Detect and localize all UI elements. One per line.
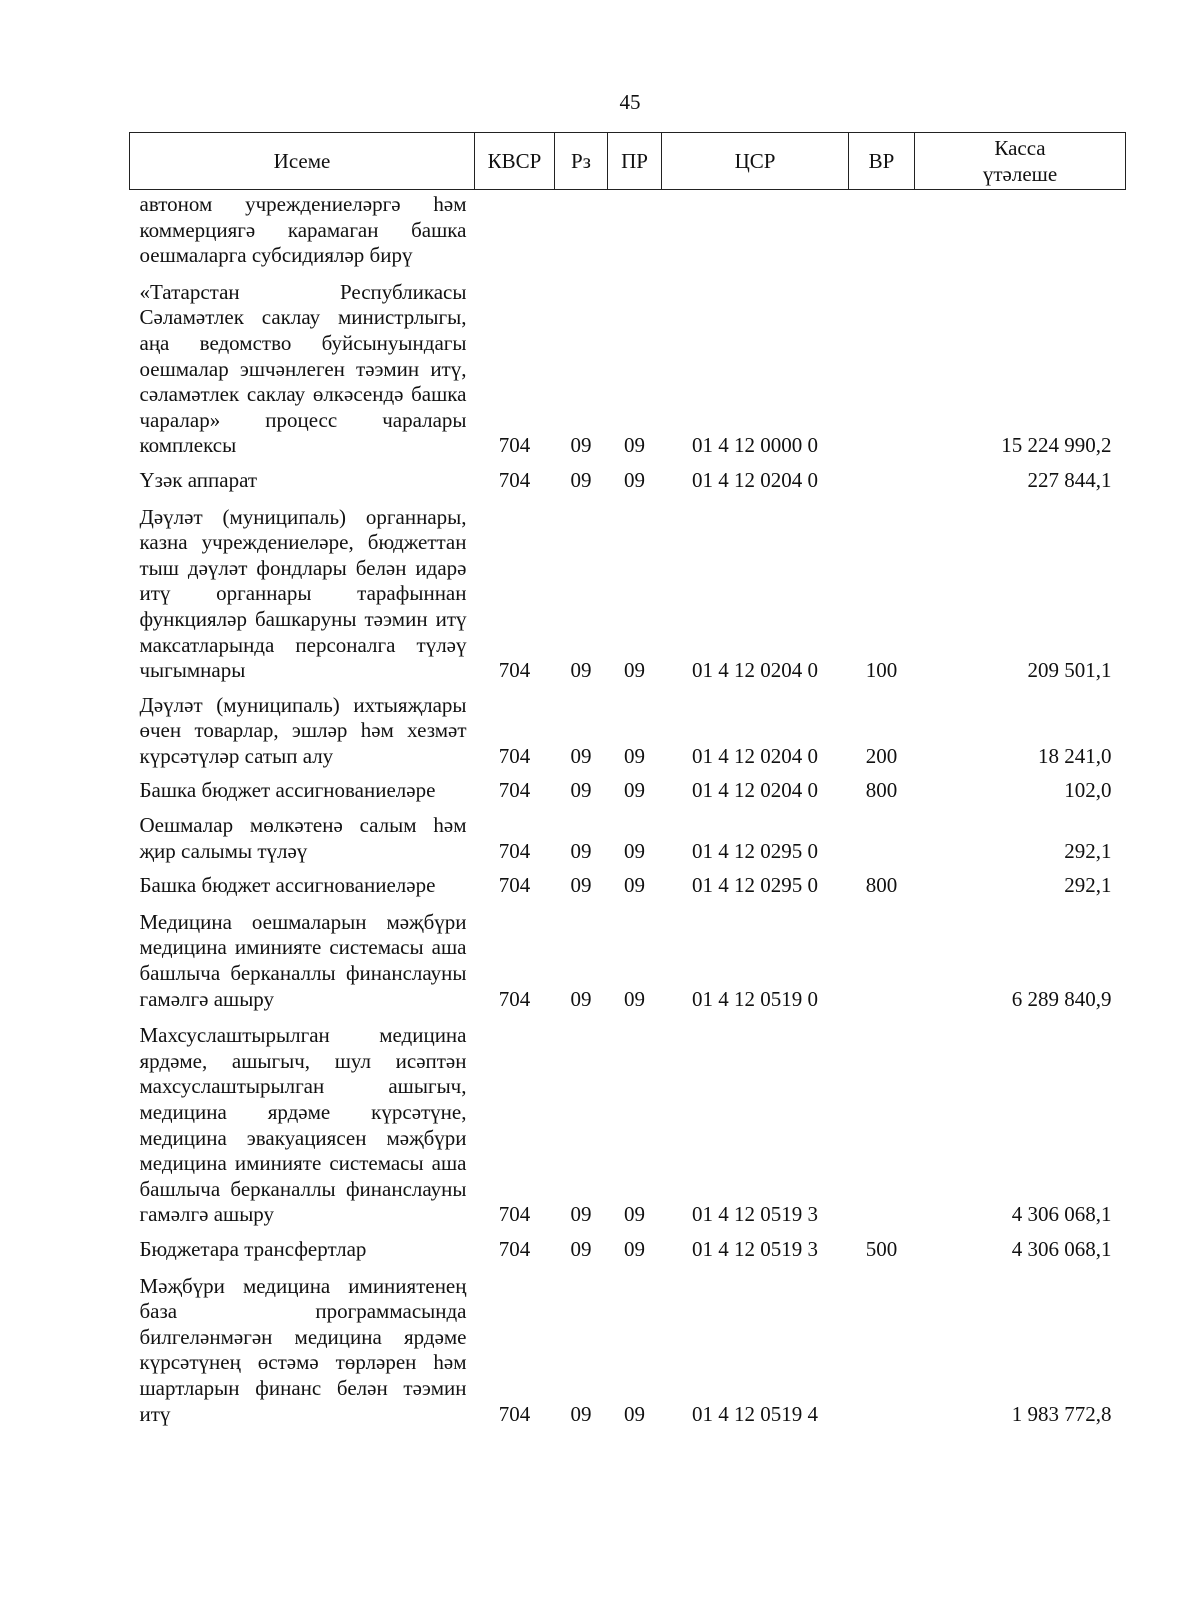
row-rz: 09 <box>570 873 592 898</box>
row-vr: 500 <box>865 1236 898 1261</box>
budget-table <box>129 132 1126 1433</box>
table-row <box>130 690 1126 776</box>
row-amount: 292,1 <box>1064 838 1112 863</box>
row-name: Башка бюджет ассигнованиеләре <box>139 778 436 803</box>
row-kvsr: 704 <box>498 1401 531 1426</box>
header-amount: Касса үтәлеше <box>915 133 1126 190</box>
row-vr <box>849 275 915 465</box>
row-csr: 01 4 12 0519 0 <box>692 986 818 1011</box>
row-csr: 01 4 12 0519 3 <box>692 1202 818 1227</box>
row-csr: 01 4 12 0204 0 <box>692 467 818 492</box>
table-row <box>130 870 1126 905</box>
row-pr: 09 <box>624 986 645 1011</box>
row-name: Мәҗбүри медицина иминиятенең база программасында билгеләнмәгән медицина ярдәме күрсәтүнең өстәмә төрләрен һәм шартларын финанс белән тәэмин итү <box>139 1273 467 1426</box>
row-amount: 1 983 772,8 <box>1011 1401 1112 1426</box>
row-name: Башка бюджет ассигнованиеләре <box>139 873 436 898</box>
header-kvsr: КВСР <box>475 133 555 190</box>
row-name: Дәүләт (муниципаль) органнары, казна учреждениеләре, бюджеттан тыш дәүләт фондлары белән идарә итү органнары тарафыннан функцияләр башкаруны тәэмин итү максатларында персоналга түләү чыгымнары <box>139 504 467 683</box>
row-rz: 09 <box>570 433 592 458</box>
row-vr <box>849 905 915 1018</box>
row-csr: 01 4 12 0519 3 <box>692 1236 818 1261</box>
row-csr: 01 4 12 0000 0 <box>692 433 818 458</box>
table-row <box>130 500 1126 690</box>
row-vr <box>849 810 915 870</box>
header-csr: ЦСР <box>662 133 849 190</box>
row-kvsr: 704 <box>498 838 531 863</box>
row-pr <box>608 190 662 275</box>
table-row <box>130 1018 1126 1234</box>
row-rz: 09 <box>570 1202 592 1227</box>
page-number: 45 <box>619 90 641 114</box>
row-rz: 09 <box>570 1401 592 1426</box>
row-amount: 4 306 068,1 <box>1011 1236 1112 1261</box>
row-csr: 01 4 12 0295 0 <box>692 873 818 898</box>
row-vr: 800 <box>865 778 898 803</box>
row-vr: 100 <box>865 658 898 683</box>
row-amount: 6 289 840,9 <box>1011 986 1112 1011</box>
row-name: Махсуслаштырылган медицина ярдәме, ашыгыч, шул исәптән махсуслаштырылган ашыгыч, медицина ярдәме күрсәтүне, медицина эвакуациясен мәҗбүри медицина иминияте системасы аша башлыча берканаллы финанслауны гамәлгә ашыру <box>139 1023 467 1227</box>
row-rz: 09 <box>570 986 592 1011</box>
row-name: Бюджетара трансфертлар <box>139 1236 367 1261</box>
row-amount: 292,1 <box>1064 873 1112 898</box>
row-kvsr: 704 <box>498 1236 531 1261</box>
row-name: Дәүләт (муниципаль) ихтыяҗлары өчен товарлар, эшләр һәм хезмәт күрсәтүләр сатып алу <box>139 692 467 768</box>
row-kvsr: 704 <box>498 986 531 1011</box>
row-kvsr: 704 <box>498 743 531 768</box>
table-row <box>130 905 1126 1018</box>
row-csr: 01 4 12 0295 0 <box>692 838 818 863</box>
row-kvsr: 704 <box>498 1202 531 1227</box>
table-row <box>130 1234 1126 1269</box>
row-pr: 09 <box>624 1236 645 1261</box>
row-kvsr: 704 <box>498 658 531 683</box>
row-pr: 09 <box>624 1202 645 1227</box>
table-row <box>130 810 1126 870</box>
row-pr: 09 <box>624 838 645 863</box>
row-pr: 09 <box>624 743 645 768</box>
table-row <box>130 190 1126 275</box>
row-name: автоном учреждениеләргә һәм коммерциягә карамаган башка оешмаларга субсидияләр бирү <box>139 192 467 268</box>
row-name: Медицина оешмаларын мәҗбүри медицина иминияте системасы аша башлыча берканаллы финанслауны гамәлгә ашыру <box>139 909 467 1011</box>
row-vr <box>849 465 915 500</box>
row-vr: 800 <box>865 873 898 898</box>
row-pr: 09 <box>624 658 645 683</box>
row-kvsr: 704 <box>498 433 531 458</box>
table-header-row <box>130 133 1126 190</box>
row-pr: 09 <box>624 467 645 492</box>
row-amount: 102,0 <box>1064 778 1112 803</box>
row-rz: 09 <box>570 778 592 803</box>
row-pr: 09 <box>624 1401 645 1426</box>
row-amount <box>915 190 1126 275</box>
row-csr: 01 4 12 0204 0 <box>692 778 818 803</box>
table-row <box>130 1269 1126 1434</box>
row-rz: 09 <box>570 1236 592 1261</box>
row-csr <box>662 190 849 275</box>
row-rz: 09 <box>570 743 592 768</box>
row-vr <box>849 190 915 275</box>
row-rz <box>555 190 608 275</box>
row-vr <box>849 1018 915 1234</box>
header-vr: ВР <box>849 133 915 190</box>
row-kvsr: 704 <box>498 778 531 803</box>
row-pr: 09 <box>624 778 645 803</box>
row-pr: 09 <box>624 433 645 458</box>
row-name: Оешмалар мөлкәтенә салым һәм җир салымы түләү <box>139 813 467 863</box>
header-pr: ПР <box>608 133 662 190</box>
row-name: «Татарстан Республикасы Сәламәтлек саклау министрлыгы, аңа ведомство буйсынуындагы оешмалар эшчәнлеген тәэмин итү, сәламәтлек саклау өлкәсендә башка чаралар» процесс чаралары комплексы <box>139 279 467 458</box>
table-row <box>130 775 1126 810</box>
row-csr: 01 4 12 0204 0 <box>692 743 818 768</box>
row-amount: 209 501,1 <box>1027 658 1112 683</box>
row-amount: 18 241,0 <box>1038 743 1112 768</box>
table-row <box>130 275 1126 465</box>
row-name: Үзәк аппарат <box>139 467 258 492</box>
row-rz: 09 <box>570 658 592 683</box>
header-name: Исеме <box>130 133 475 190</box>
row-amount: 4 306 068,1 <box>1011 1202 1112 1227</box>
row-pr: 09 <box>624 873 645 898</box>
header-rz: Рз <box>555 133 608 190</box>
row-kvsr: 704 <box>498 467 531 492</box>
table-row <box>130 465 1126 500</box>
row-rz: 09 <box>570 467 592 492</box>
row-kvsr: 704 <box>498 873 531 898</box>
row-kvsr <box>475 190 555 275</box>
row-vr: 200 <box>865 743 898 768</box>
row-amount: 15 224 990,2 <box>1001 433 1112 458</box>
row-csr: 01 4 12 0519 4 <box>692 1401 818 1426</box>
row-vr <box>849 1269 915 1434</box>
row-csr: 01 4 12 0204 0 <box>692 658 818 683</box>
row-rz: 09 <box>570 838 592 863</box>
row-amount: 227 844,1 <box>1027 467 1112 492</box>
